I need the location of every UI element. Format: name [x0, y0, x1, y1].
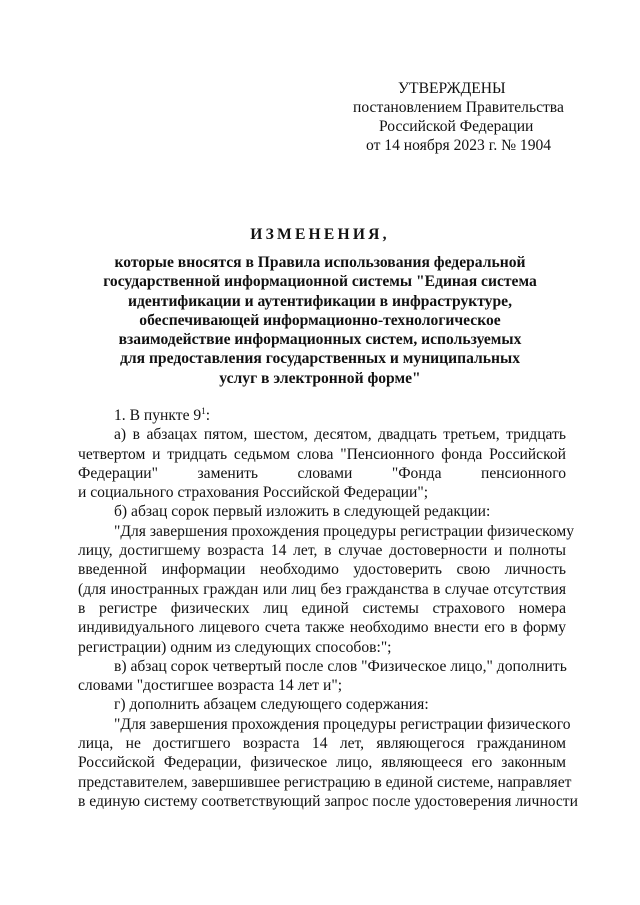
- paragraph-c: [78, 657, 566, 696]
- subtitle-line: государственной информационной системы "Единая система: [103, 273, 537, 291]
- item-1: [78, 406, 566, 425]
- quote-1-line: "Для завершения прохождения процедуры регистрации физическому: [114, 522, 575, 540]
- paragraph-d-line: г) дополнить абзацем следующего содержания:: [114, 696, 429, 714]
- item-1-suffix: :: [205, 407, 211, 424]
- paragraph-b: [78, 502, 566, 521]
- document-body: [78, 405, 578, 811]
- subtitle-line: которые вносятся в Правила использования федеральной: [114, 254, 526, 271]
- paragraph-d: [78, 695, 566, 714]
- approval-line-1: постановлением Правительства: [353, 99, 564, 116]
- approval-line-3: от 14 ноября 2023 г. № 1904: [366, 137, 552, 154]
- document-title: ИЗМЕНЕНИЯ,: [250, 226, 390, 243]
- quote-1-line: индивидуального лицевого счета также необходимо внести его в форму: [78, 619, 566, 637]
- item-1-sup: 1: [201, 405, 206, 416]
- approval-line-2: Российской Федерации: [379, 118, 534, 135]
- quote-1-line: (для иностранных граждан или лиц без гражданства в случае отсутствия: [78, 580, 566, 598]
- item-1-prefix: 1. В пункте 9: [114, 407, 202, 424]
- subtitle-line: идентификации и аутентификации в инфраструктуре,: [128, 292, 512, 310]
- quote-2-line: в единую систему соответствующий запрос после удостоверения личности: [78, 792, 578, 810]
- quote-2-line: Российской Федерации, физическое лицо, являющееся его законным: [78, 754, 566, 772]
- paragraph-a-line: и социального страхования Российской Федерации";: [78, 484, 429, 502]
- quote-2-line: представителем, завершившее регистрацию в единой системе, направляет: [78, 773, 572, 791]
- quote-1-line: лицу, достигшему возраста 14 лет, в случае достоверности и полноты: [78, 542, 566, 560]
- paragraph-b-line: б) абзац сорок первый изложить в следующей редакции:: [114, 503, 491, 521]
- quote-2: [78, 715, 578, 811]
- subtitle-line: для предоставления государственных и муниципальных: [119, 350, 521, 368]
- approval-heading: УТВЕРЖДЕНЫ: [398, 80, 506, 97]
- subtitle-line: взаимодействие информационных систем, используемых: [118, 331, 522, 349]
- subtitle-line: обеспечивающей информационно-технологическое: [139, 311, 501, 329]
- quote-1-line: введенной информации необходимо удостоверить свою личность: [78, 561, 566, 579]
- paragraph-a-line: а) в абзацах пятом, шестом, десятом, двадцать третьем, тридцать: [114, 426, 566, 444]
- quote-1-line: регистрации) одним из следующих способов:";: [78, 638, 392, 656]
- subtitle-line: услуг в электронной форме": [219, 369, 421, 387]
- paragraph-c-line: словами "достигшее возраста 14 лет и";: [78, 677, 343, 695]
- quote-2-line: "Для завершения прохождения процедуры регистрации физического: [114, 715, 571, 733]
- quote-1: [78, 522, 575, 657]
- paragraph-a-line: Федерации" заменить словами "Фонда пенсионного: [78, 464, 566, 482]
- quote-2-line: лица, не достигшего возраста 14 лет, являющегося гражданином: [78, 735, 566, 753]
- document-subtitle: [90, 253, 550, 388]
- paragraph-c-line: в) абзац сорок четвертый после слов "Физическое лицо," дополнить: [114, 657, 567, 675]
- quote-1-line: в регистре физических лиц единой системы страхового номера: [78, 599, 566, 617]
- paragraph-a-line: четвертом и тридцать седьмом слова "Пенсионного фонда Российской: [78, 445, 566, 463]
- paragraph-a: [78, 425, 566, 502]
